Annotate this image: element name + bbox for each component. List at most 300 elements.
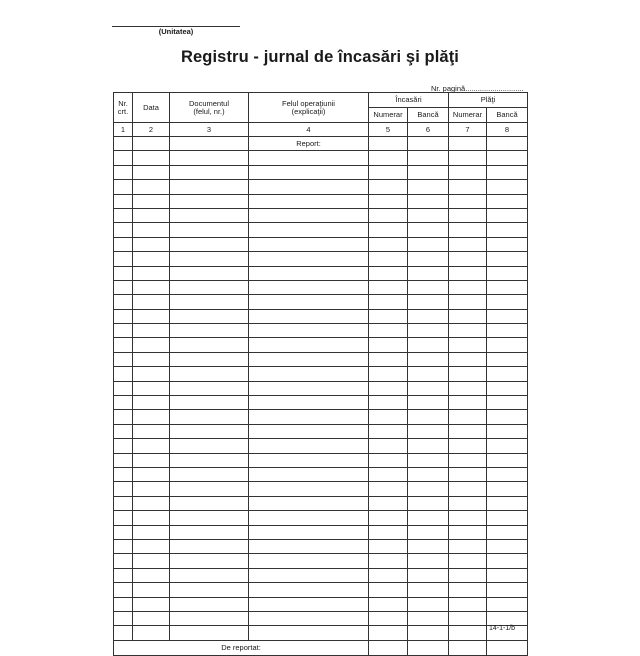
table-cell[interactable]: [170, 309, 249, 323]
form-code: 14-1-1/b: [489, 625, 516, 632]
table-cell[interactable]: [114, 511, 133, 525]
table-cell[interactable]: [249, 482, 369, 496]
table-cell[interactable]: [114, 410, 133, 424]
table-cell[interactable]: [114, 583, 133, 597]
table-cell[interactable]: [487, 597, 528, 611]
table-cell[interactable]: [249, 439, 369, 453]
table-cell[interactable]: [487, 266, 528, 280]
table-cell[interactable]: [408, 151, 449, 165]
table-cell[interactable]: [170, 626, 249, 640]
table-row: [114, 511, 528, 525]
table-cell[interactable]: [449, 597, 487, 611]
table-cell[interactable]: [408, 453, 449, 467]
table-cell[interactable]: [114, 597, 133, 611]
table-cell[interactable]: [249, 396, 369, 410]
table-cell[interactable]: [487, 367, 528, 381]
table-cell[interactable]: [449, 352, 487, 366]
register-table: [113, 92, 528, 656]
table-cell[interactable]: [249, 626, 369, 640]
table-cell[interactable]: [408, 194, 449, 208]
table-cell[interactable]: [114, 151, 133, 165]
table-cell[interactable]: [249, 295, 369, 309]
table-cell[interactable]: [408, 597, 449, 611]
table-cell[interactable]: [408, 482, 449, 496]
table-cell[interactable]: [487, 208, 528, 222]
table-cell[interactable]: [369, 496, 408, 510]
table-cell[interactable]: [249, 208, 369, 222]
table-cell[interactable]: [408, 295, 449, 309]
table-cell[interactable]: [369, 539, 408, 553]
table-cell[interactable]: [449, 525, 487, 539]
table-cell[interactable]: [408, 640, 449, 655]
table-cell[interactable]: [170, 525, 249, 539]
table-cell[interactable]: [408, 611, 449, 625]
table-cell[interactable]: [408, 266, 449, 280]
table-cell[interactable]: [133, 583, 170, 597]
table-cell[interactable]: [408, 511, 449, 525]
table-cell[interactable]: [170, 439, 249, 453]
table-cell[interactable]: [369, 208, 408, 222]
table-cell[interactable]: [369, 165, 408, 179]
table-cell[interactable]: [487, 338, 528, 352]
table-cell[interactable]: [487, 151, 528, 165]
table-cell[interactable]: [449, 482, 487, 496]
table-row: [114, 324, 528, 338]
table-cell[interactable]: [249, 568, 369, 582]
table-cell[interactable]: [487, 295, 528, 309]
table-cell[interactable]: [408, 180, 449, 194]
table-cell[interactable]: [408, 237, 449, 251]
table-cell[interactable]: [133, 511, 170, 525]
table-cell[interactable]: [170, 611, 249, 625]
table-cell[interactable]: [170, 352, 249, 366]
table-cell[interactable]: [487, 309, 528, 323]
table-cell[interactable]: [369, 424, 408, 438]
table-row: [114, 252, 528, 266]
table-cell[interactable]: [170, 223, 249, 237]
col-header-data: Data: [133, 93, 170, 123]
table-cell[interactable]: [133, 482, 170, 496]
table-cell[interactable]: [449, 324, 487, 338]
table-cell[interactable]: [170, 583, 249, 597]
table-cell[interactable]: [369, 597, 408, 611]
table-cell[interactable]: [449, 511, 487, 525]
table-cell[interactable]: [449, 424, 487, 438]
table-cell[interactable]: [408, 352, 449, 366]
table-cell[interactable]: [114, 208, 133, 222]
table-cell[interactable]: [408, 467, 449, 481]
table-cell[interactable]: [249, 496, 369, 510]
table-cell[interactable]: [369, 525, 408, 539]
table-cell[interactable]: [408, 280, 449, 294]
table-cell[interactable]: [449, 338, 487, 352]
table-cell[interactable]: [487, 554, 528, 568]
table-cell[interactable]: [114, 137, 133, 151]
table-cell[interactable]: [170, 180, 249, 194]
table-cell[interactable]: [114, 223, 133, 237]
table-cell[interactable]: [133, 539, 170, 553]
table-cell[interactable]: [487, 511, 528, 525]
table-cell[interactable]: [408, 223, 449, 237]
table-cell[interactable]: [114, 338, 133, 352]
table-cell[interactable]: [487, 453, 528, 467]
table-cell[interactable]: [449, 208, 487, 222]
table-cell[interactable]: [449, 640, 487, 655]
table-cell[interactable]: [114, 252, 133, 266]
table-cell[interactable]: [408, 539, 449, 553]
table-cell[interactable]: [170, 252, 249, 266]
table-cell[interactable]: [408, 439, 449, 453]
table-cell[interactable]: [369, 511, 408, 525]
table-cell[interactable]: [114, 194, 133, 208]
table-cell[interactable]: [170, 381, 249, 395]
table-row: [114, 410, 528, 424]
table-cell[interactable]: [487, 280, 528, 294]
table-cell[interactable]: [369, 439, 408, 453]
table-cell[interactable]: [408, 252, 449, 266]
table-cell[interactable]: [487, 640, 528, 655]
table-cell[interactable]: [133, 381, 170, 395]
table-cell[interactable]: [133, 496, 170, 510]
table-cell[interactable]: [249, 367, 369, 381]
table-cell[interactable]: [114, 626, 133, 640]
table-cell[interactable]: [449, 252, 487, 266]
table-cell[interactable]: [133, 295, 170, 309]
table-cell[interactable]: [487, 237, 528, 251]
table-cell[interactable]: [408, 626, 449, 640]
table-cell[interactable]: [114, 611, 133, 625]
table-cell[interactable]: [170, 151, 249, 165]
table-cell[interactable]: [487, 611, 528, 625]
table-cell[interactable]: [170, 266, 249, 280]
page-number-label: Nr. pagină............................: [431, 84, 524, 93]
table-cell[interactable]: [487, 223, 528, 237]
table-cell[interactable]: [369, 252, 408, 266]
table-cell[interactable]: [449, 583, 487, 597]
table-cell[interactable]: [249, 583, 369, 597]
table-cell[interactable]: [133, 180, 170, 194]
table-cell[interactable]: [369, 137, 408, 151]
table-cell[interactable]: [487, 396, 528, 410]
table-cell[interactable]: [369, 237, 408, 251]
table-cell[interactable]: [449, 626, 487, 640]
table-cell[interactable]: [449, 381, 487, 395]
table-cell[interactable]: [249, 194, 369, 208]
table-cell[interactable]: [487, 482, 528, 496]
table-cell[interactable]: [487, 439, 528, 453]
table-cell[interactable]: [133, 266, 170, 280]
table-cell[interactable]: [249, 511, 369, 525]
table-cell[interactable]: [170, 295, 249, 309]
table-cell[interactable]: [249, 165, 369, 179]
table-cell[interactable]: [487, 324, 528, 338]
table-cell[interactable]: [133, 467, 170, 481]
table-cell[interactable]: [133, 137, 170, 151]
table-cell[interactable]: [133, 237, 170, 251]
table-cell[interactable]: [133, 252, 170, 266]
table-cell[interactable]: [114, 266, 133, 280]
table-cell[interactable]: [369, 309, 408, 323]
report-label: Report:: [249, 137, 369, 151]
table-cell[interactable]: [487, 410, 528, 424]
table-cell[interactable]: [249, 597, 369, 611]
table-cell[interactable]: [170, 410, 249, 424]
table-cell[interactable]: [170, 208, 249, 222]
table-cell[interactable]: [369, 266, 408, 280]
table-cell[interactable]: [369, 223, 408, 237]
table-cell[interactable]: [133, 194, 170, 208]
table-cell[interactable]: [369, 554, 408, 568]
table-cell[interactable]: [114, 324, 133, 338]
table-cell[interactable]: [449, 568, 487, 582]
table-cell[interactable]: [369, 338, 408, 352]
table-cell[interactable]: [170, 496, 249, 510]
col-header-document: Documentul (felul, nr.): [170, 93, 249, 123]
table-cell[interactable]: [114, 381, 133, 395]
table-cell[interactable]: [249, 252, 369, 266]
table-cell[interactable]: [369, 396, 408, 410]
table-cell[interactable]: [449, 194, 487, 208]
table-cell[interactable]: [133, 338, 170, 352]
table-cell[interactable]: [170, 511, 249, 525]
table-cell[interactable]: [249, 309, 369, 323]
table-cell[interactable]: [133, 396, 170, 410]
table-cell[interactable]: [114, 482, 133, 496]
table-cell[interactable]: [487, 381, 528, 395]
table-cell[interactable]: [369, 568, 408, 582]
table-cell[interactable]: [249, 539, 369, 553]
table-cell[interactable]: [133, 151, 170, 165]
table-cell[interactable]: [114, 568, 133, 582]
table-cell[interactable]: [408, 165, 449, 179]
table-cell[interactable]: [249, 338, 369, 352]
table-cell[interactable]: [249, 223, 369, 237]
table-cell[interactable]: [369, 381, 408, 395]
table-cell[interactable]: [114, 525, 133, 539]
table-cell[interactable]: [249, 453, 369, 467]
table-cell[interactable]: [408, 496, 449, 510]
table-cell[interactable]: [369, 151, 408, 165]
table-cell[interactable]: [114, 180, 133, 194]
table-cell[interactable]: [133, 208, 170, 222]
table-cell[interactable]: [170, 338, 249, 352]
table-cell[interactable]: [114, 309, 133, 323]
table-cell[interactable]: [133, 309, 170, 323]
table-cell[interactable]: [449, 151, 487, 165]
table-cell[interactable]: [114, 280, 133, 294]
table-cell[interactable]: [408, 338, 449, 352]
table-cell[interactable]: [249, 237, 369, 251]
col-number: 2: [133, 123, 170, 137]
table-cell[interactable]: [408, 396, 449, 410]
table-cell[interactable]: [449, 180, 487, 194]
table-cell[interactable]: [133, 223, 170, 237]
table-cell[interactable]: [449, 237, 487, 251]
table-cell[interactable]: [133, 324, 170, 338]
table-cell[interactable]: [114, 453, 133, 467]
table-cell[interactable]: [408, 208, 449, 222]
table-cell[interactable]: [408, 309, 449, 323]
table-cell[interactable]: [369, 324, 408, 338]
table-cell[interactable]: [449, 295, 487, 309]
table-cell[interactable]: [249, 352, 369, 366]
table-cell[interactable]: [408, 554, 449, 568]
table-cell[interactable]: [170, 194, 249, 208]
table-cell[interactable]: [449, 367, 487, 381]
table-cell[interactable]: [114, 467, 133, 481]
table-row: [114, 352, 528, 366]
table-cell[interactable]: [170, 324, 249, 338]
table-cell[interactable]: [449, 165, 487, 179]
table-cell[interactable]: [449, 467, 487, 481]
table-cell[interactable]: [170, 424, 249, 438]
table-cell[interactable]: [408, 568, 449, 582]
table-cell[interactable]: [170, 554, 249, 568]
table-cell[interactable]: [487, 467, 528, 481]
table-cell[interactable]: [249, 424, 369, 438]
table-cell[interactable]: [369, 583, 408, 597]
table-cell[interactable]: [449, 453, 487, 467]
table-cell[interactable]: [249, 324, 369, 338]
table-cell[interactable]: [487, 525, 528, 539]
table-cell[interactable]: [114, 539, 133, 553]
table-cell[interactable]: [487, 496, 528, 510]
table-cell[interactable]: [369, 467, 408, 481]
table-cell[interactable]: [170, 237, 249, 251]
table-cell[interactable]: [133, 525, 170, 539]
col-header-banca-incasari: Bancă: [408, 108, 449, 123]
table-cell[interactable]: [449, 611, 487, 625]
table-cell[interactable]: [449, 410, 487, 424]
col-header-numerar-plati: Numerar: [449, 108, 487, 123]
table-cell[interactable]: [449, 554, 487, 568]
table-cell[interactable]: [133, 424, 170, 438]
table-cell[interactable]: [133, 568, 170, 582]
table-cell[interactable]: [170, 367, 249, 381]
table-cell[interactable]: [170, 597, 249, 611]
table-cell[interactable]: [408, 367, 449, 381]
table-cell[interactable]: [249, 554, 369, 568]
table-cell[interactable]: [170, 482, 249, 496]
table-cell[interactable]: [369, 194, 408, 208]
table-cell[interactable]: [170, 539, 249, 553]
table-cell[interactable]: [487, 165, 528, 179]
table-cell[interactable]: [369, 453, 408, 467]
table-cell[interactable]: [114, 496, 133, 510]
table-cell[interactable]: [408, 525, 449, 539]
table-cell[interactable]: [114, 295, 133, 309]
table-cell[interactable]: [249, 151, 369, 165]
table-cell[interactable]: [170, 568, 249, 582]
table-cell[interactable]: [249, 525, 369, 539]
table-cell[interactable]: [249, 611, 369, 625]
report-row: [114, 137, 528, 151]
table-cell[interactable]: [369, 410, 408, 424]
table-cell[interactable]: [114, 554, 133, 568]
table-row: [114, 453, 528, 467]
table-cell[interactable]: [249, 180, 369, 194]
table-cell[interactable]: [170, 165, 249, 179]
table-cell[interactable]: [369, 482, 408, 496]
table-cell[interactable]: [249, 280, 369, 294]
table-cell[interactable]: [487, 252, 528, 266]
table-cell[interactable]: [369, 626, 408, 640]
table-cell[interactable]: [170, 467, 249, 481]
table-cell[interactable]: [408, 424, 449, 438]
table-cell[interactable]: [487, 583, 528, 597]
table-cell[interactable]: [249, 381, 369, 395]
table-cell[interactable]: [133, 352, 170, 366]
table-cell[interactable]: [449, 396, 487, 410]
table-cell[interactable]: [133, 410, 170, 424]
table-cell[interactable]: [249, 467, 369, 481]
table-cell[interactable]: [133, 554, 170, 568]
table-cell[interactable]: [408, 381, 449, 395]
table-cell[interactable]: [170, 396, 249, 410]
table-cell[interactable]: [487, 539, 528, 553]
table-cell[interactable]: [369, 352, 408, 366]
table-cell[interactable]: [114, 396, 133, 410]
table-cell[interactable]: [487, 424, 528, 438]
table-cell[interactable]: [487, 568, 528, 582]
table-cell[interactable]: [449, 137, 487, 151]
table-cell[interactable]: [369, 367, 408, 381]
table-cell[interactable]: [369, 611, 408, 625]
table-cell[interactable]: [133, 611, 170, 625]
table-row: [114, 309, 528, 323]
table-cell[interactable]: [133, 367, 170, 381]
table-cell[interactable]: [449, 496, 487, 510]
table-cell[interactable]: [114, 237, 133, 251]
table-cell[interactable]: [170, 137, 249, 151]
table-row: [114, 424, 528, 438]
table-cell[interactable]: [133, 439, 170, 453]
table-cell[interactable]: [369, 280, 408, 294]
table-cell[interactable]: [487, 137, 528, 151]
table-cell[interactable]: [114, 367, 133, 381]
table-cell[interactable]: [449, 266, 487, 280]
table-cell[interactable]: [170, 453, 249, 467]
table-cell[interactable]: [408, 137, 449, 151]
table-cell[interactable]: [369, 295, 408, 309]
table-cell[interactable]: [408, 410, 449, 424]
table-cell[interactable]: [170, 280, 249, 294]
table-cell[interactable]: [487, 180, 528, 194]
table-cell[interactable]: [449, 280, 487, 294]
table-cell[interactable]: [408, 324, 449, 338]
table-cell[interactable]: [449, 223, 487, 237]
table-cell[interactable]: [114, 165, 133, 179]
table-cell[interactable]: [114, 424, 133, 438]
table-cell[interactable]: [133, 165, 170, 179]
table-cell[interactable]: [133, 453, 170, 467]
table-cell[interactable]: [369, 640, 408, 655]
table-cell[interactable]: [369, 180, 408, 194]
table-cell[interactable]: [487, 194, 528, 208]
table-cell[interactable]: [133, 597, 170, 611]
table-cell[interactable]: [449, 539, 487, 553]
table-cell[interactable]: [408, 583, 449, 597]
table-cell[interactable]: [114, 439, 133, 453]
table-cell[interactable]: [487, 352, 528, 366]
table-cell[interactable]: [449, 439, 487, 453]
table-cell[interactable]: [133, 626, 170, 640]
table-cell[interactable]: [449, 309, 487, 323]
table-cell[interactable]: [114, 352, 133, 366]
table-cell[interactable]: [249, 410, 369, 424]
table-cell[interactable]: [133, 280, 170, 294]
table-cell[interactable]: [249, 266, 369, 280]
